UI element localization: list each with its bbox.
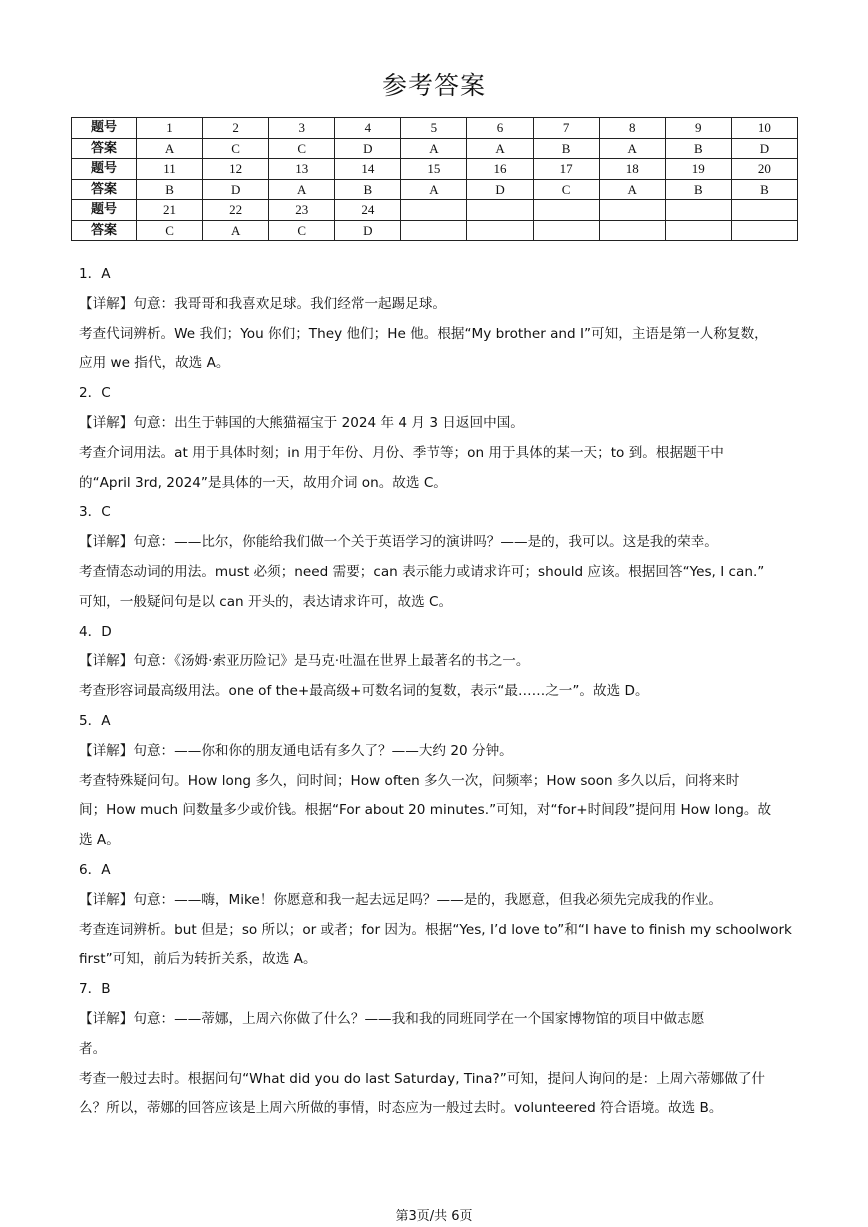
table-cell: C [137, 220, 203, 241]
question-number: 2．C [79, 385, 111, 402]
table-cell: 18 [599, 159, 665, 180]
table-cell: B [665, 138, 731, 159]
table-cell: 6 [467, 118, 533, 139]
table-cell [533, 200, 599, 221]
row-label: 答案 [72, 138, 137, 159]
table-cell: 19 [665, 159, 731, 180]
table-cell: A [137, 138, 203, 159]
table-cell: B [137, 179, 203, 200]
table-cell: 24 [335, 200, 401, 221]
table-cell [665, 200, 731, 221]
table-cell: A [203, 220, 269, 241]
table-cell: 10 [731, 118, 797, 139]
table-cell: 21 [137, 200, 203, 221]
table-cell: B [335, 179, 401, 200]
table-cell: 1 [137, 118, 203, 139]
table-cell: A [269, 179, 335, 200]
table-cell: D [467, 179, 533, 200]
table-cell: A [401, 138, 467, 159]
table-cell [401, 220, 467, 241]
table-cell [467, 220, 533, 241]
explanations [79, 260, 793, 1124]
table-row [72, 159, 798, 180]
table-cell: 20 [731, 159, 797, 180]
table-cell: A [401, 179, 467, 200]
table-cell: B [731, 179, 797, 200]
table-cell: D [335, 138, 401, 159]
question-number: 5．A [79, 712, 111, 729]
explanation-line: 考查一般过去时。根据问句“What did you do last Saturday, Tina?”可知，提问人询问的是：上周六蒂娜做了什 [79, 1070, 766, 1087]
table-cell: A [467, 138, 533, 159]
answer-table [71, 117, 798, 241]
table-cell [599, 220, 665, 241]
explanation-line: 考查介词用法。at 用于具体时刻；in 用于年份、月份、季节等；on 用于具体的某一天；to 到。根据题干中 [79, 444, 724, 461]
answer-table-body [72, 118, 798, 241]
table-cell: 8 [599, 118, 665, 139]
table-row [72, 179, 798, 200]
question-number: 6．A [79, 861, 111, 878]
table-cell: 23 [269, 200, 335, 221]
row-label: 题号 [72, 200, 137, 221]
table-row [72, 118, 798, 139]
explanation-line: 考查形容词最高级用法。one of the+最高级+可数名词的复数，表示“最……之一”。故选 D。 [79, 683, 649, 700]
table-cell: 4 [335, 118, 401, 139]
explanation-line: 考查特殊疑问句。How long 多久，问时间；How often 多久一次，问频率；How soon 多久以后，问将来时 [79, 772, 740, 789]
table-cell: 7 [533, 118, 599, 139]
table-cell: B [665, 179, 731, 200]
table-cell: C [203, 138, 269, 159]
table-row [72, 200, 798, 221]
table-cell: 13 [269, 159, 335, 180]
table-cell [599, 200, 665, 221]
explanation-line: 考查连词辨析。but 但是；so 所以；or 或者；for 因为。根据“Yes, I’d love to”和“I have to finish my schoolwork [79, 921, 792, 938]
explanation-line: 【详解】句意：——你和你的朋友通电话有多久了？——大约 20 分钟。 [79, 742, 513, 759]
explanation-line: 【详解】句意：我哥哥和我喜欢足球。我们经常一起踢足球。 [79, 295, 447, 312]
row-label: 答案 [72, 220, 137, 241]
explanation-line: 应用 we 指代，故选 A。 [79, 355, 230, 372]
table-cell: C [533, 179, 599, 200]
page-title: 参考答案 [381, 71, 486, 100]
explanation-line: 可知，一般疑问句是以 can 开头的，表达请求许可，故选 C。 [79, 593, 453, 610]
page-footer: 第3页/共 6页 [395, 1209, 473, 1224]
table-cell [533, 220, 599, 241]
row-label: 题号 [72, 118, 137, 139]
table-cell: D [335, 220, 401, 241]
explanation-line: 【详解】句意：——比尔，你能给我们做一个关于英语学习的演讲吗？——是的，我可以。这是我的荣幸。 [79, 534, 718, 551]
explanation-line: 【详解】句意：——蒂娜，上周六你做了什么？——我和我的同班同学在一个国家博物馆的项目中做志愿 [79, 1010, 705, 1027]
row-label: 题号 [72, 159, 137, 180]
table-cell: B [533, 138, 599, 159]
question-number: 7．B [79, 981, 111, 998]
explanation-line: first”可知，前后为转折关系，故选 A。 [79, 951, 317, 968]
table-row [72, 138, 798, 159]
explanation-line: 【详解】句意：《汤姆·索亚历险记》是马克·吐温在世界上最著名的书之一。 [79, 653, 530, 670]
table-cell [467, 200, 533, 221]
table-cell [731, 200, 797, 221]
table-cell: C [269, 138, 335, 159]
table-cell: C [269, 220, 335, 241]
table-cell: 16 [467, 159, 533, 180]
table-cell: 2 [203, 118, 269, 139]
table-cell [731, 220, 797, 241]
table-cell: D [731, 138, 797, 159]
table-row [72, 220, 798, 241]
table-cell: 15 [401, 159, 467, 180]
explanation-line: 选 A。 [79, 832, 120, 849]
table-cell: A [599, 138, 665, 159]
table-cell: 3 [269, 118, 335, 139]
table-cell [401, 200, 467, 221]
row-label: 答案 [72, 179, 137, 200]
table-cell: 9 [665, 118, 731, 139]
table-cell: 12 [203, 159, 269, 180]
explanation-line: 【详解】句意：出生于韩国的大熊猫福宝于 2024 年 4 月 3 日返回中国。 [79, 414, 524, 431]
question-number: 4．D [79, 623, 112, 640]
table-cell: 22 [203, 200, 269, 221]
explanation-line: 者。 [79, 1040, 107, 1057]
table-cell: A [599, 179, 665, 200]
table-cell [665, 220, 731, 241]
question-number: 3．C [79, 504, 111, 521]
explanation-line: 间；How much 问数量多少或价钱。根据“For about 20 minutes.”可知，对“for+时间段”提问用 How long。故 [79, 802, 772, 819]
explanation-line: 么？所以，蒂娜的回答应该是上周六所做的事情，时态应为一般过去时。volunteered 符合语境。故选 B。 [79, 1100, 723, 1117]
table-cell: 11 [137, 159, 203, 180]
table-cell: 5 [401, 118, 467, 139]
explanation-line: 考查代词辨析。We 我们；You 你们；They 他们；He 他。根据“My brother and I”可知，主语是第一人称复数， [79, 325, 768, 342]
table-cell: 17 [533, 159, 599, 180]
table-cell: 14 [335, 159, 401, 180]
question-number: 1．A [79, 266, 111, 282]
table-cell: D [203, 179, 269, 200]
explanation-line: 考查情态动词的用法。must 必须；need 需要；can 表示能力或请求许可；should 应该。根据回答“Yes, I can.” [79, 563, 765, 580]
explanation-line: 的“April 3rd, 2024”是具体的一天，故用介词 on。故选 C。 [79, 474, 447, 491]
explanation-line: 【详解】句意：——嗨，Mike！你愿意和我一起去远足吗？——是的，我愿意，但我必须先完成我的作业。 [79, 891, 722, 908]
